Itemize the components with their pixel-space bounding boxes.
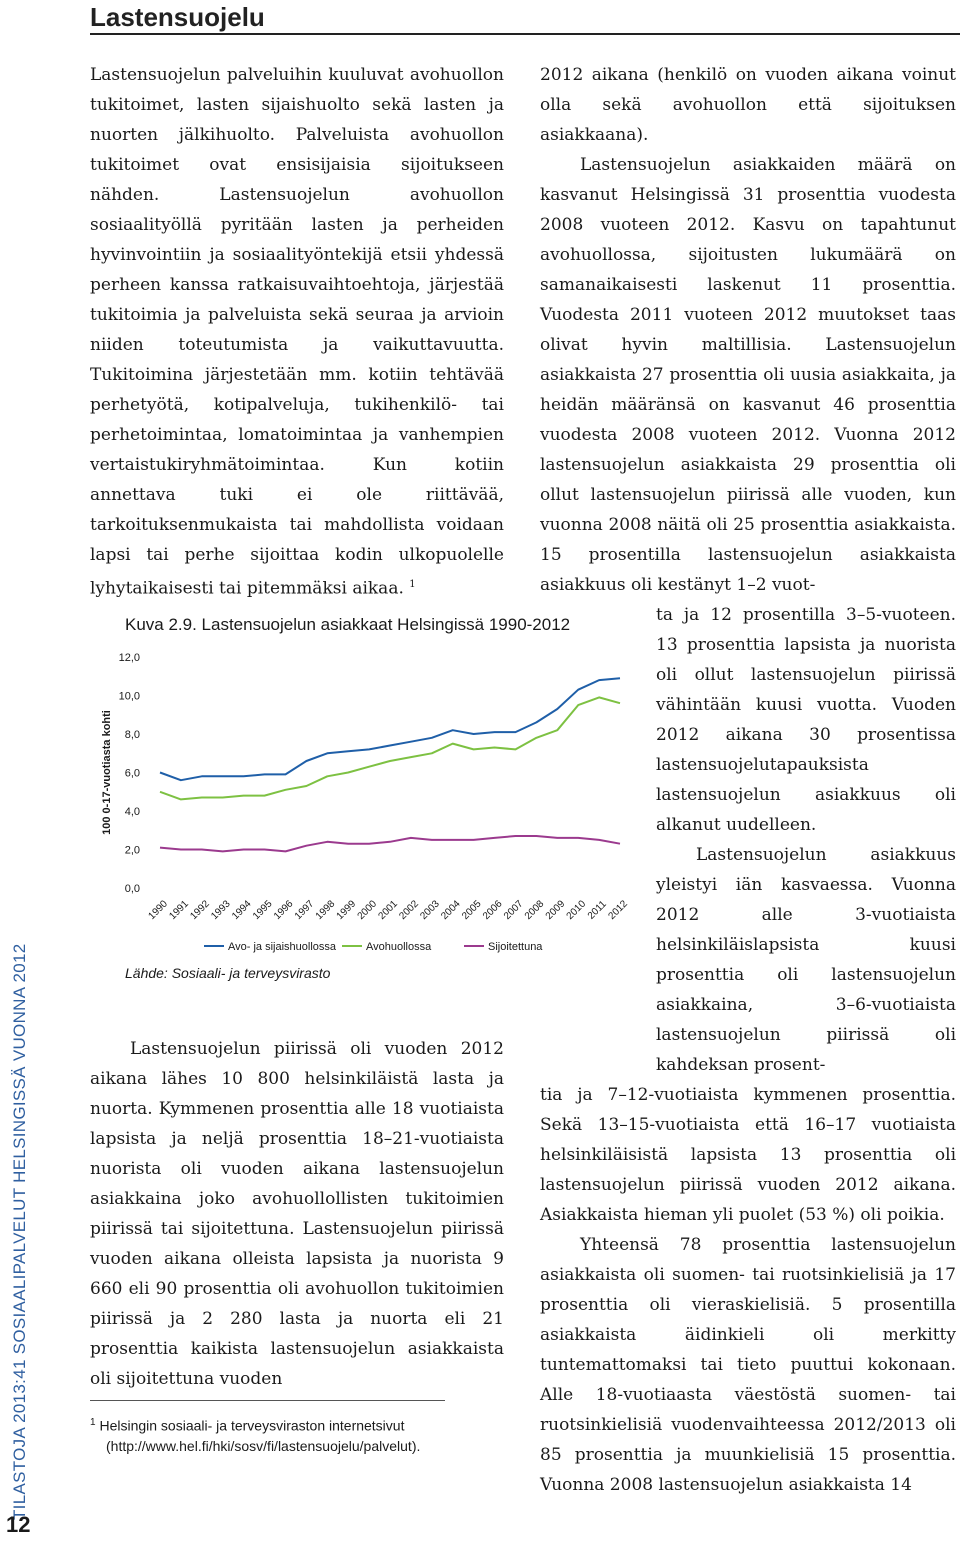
y-axis-label: 100 0-17-vuotiasta kohti — [101, 710, 113, 835]
legend-label: Avo- ja sijaishuollossa — [228, 941, 337, 953]
footnote-ref: 1 — [409, 579, 416, 590]
footnote-text: Helsingin sosiaali- ja terveysviraston internetsivut — [99, 1417, 405, 1434]
x-tick-label: 2001 — [376, 898, 400, 922]
legend-label: Sijoitettuna — [488, 941, 543, 953]
left-column-top — [90, 60, 504, 604]
header-rule — [90, 33, 960, 35]
y-tick-label: 0,0 — [124, 883, 140, 895]
y-tick-label: 10,0 — [118, 690, 140, 703]
x-tick-label: 2000 — [355, 898, 380, 922]
x-tick-label: 2011 — [585, 898, 609, 922]
x-tick-label: 1998 — [313, 898, 338, 922]
footnote-line-2: (http://www.hel.fi/hki/sosv/fi/lastensuojelu/palvelut). — [106, 1437, 421, 1454]
section-title: Lastensuojelu — [90, 2, 265, 32]
footnote-rule — [90, 1400, 445, 1401]
x-tick-label: 2008 — [522, 898, 547, 922]
intro-text: Lastensuojelun palveluihin kuuluvat avohuollon tukitoimet, lasten sijaishuolto sekä lasten ja nuorten jälkihuolto. Palveluista avohuollon tukitoimet ovat ensisijaisia sijoitukseen nähden. Lastensuojelun avohuollon sosiaalityöllä pyritään lasten ja perheiden hyvinvointiin ja sosiaalityöntekijä etsii yhdessä perheen kanssa ratkaisuvaihtoehtoja, järjestää tukitoimia ja palveluista sekä seuraa ja arvioin niiden toteutumista ja vaikuttavuutta. Tukitoimina järjestetään mm. kotiin tehtävää perhetyötä, kotipalveluja, tukihenkilö- tai perhetoimintaa, lomatoimintaa ja vanhempien vertaistukiryhmätoimintaa. Kun kotiin annettava tuki ei ole riittävää, tarkoituksenmukaista tai mahdollista voidaan lapsi tai perhe sijoittaa kodin ulkopuolelle lyhytaikaisesti tai pitemmäksi aikaa. — [90, 65, 504, 599]
right-paragraph-1: 2012 aikana (henkilö on vuoden aikana voinut olla sekä avohuollon että sijoituksen asiakkaana). — [540, 65, 956, 145]
y-tick-label: 6,0 — [124, 767, 140, 780]
footnote-number: 1 — [90, 1417, 96, 1428]
x-tick-label: 2012 — [606, 898, 630, 922]
footnote — [90, 1400, 510, 1456]
right-paragraph-2-narrow: ta ja 12 prosentilla 3–5-vuoteen. 13 prosenttia lapsista ja nuorista oli ollut lastensuojelun piirissä vähintään kuusi vuotta. Vuoden 2012 aikana 30 prosentissa lastensuojelutapauksista lastensuojelun asiakkuus oli alkanut uudelleen. — [656, 605, 956, 835]
y-tick-label: 2,0 — [124, 844, 140, 857]
x-tick-label: 2002 — [397, 898, 421, 922]
x-tick-label: 1997 — [292, 898, 317, 922]
x-tick-label: 1995 — [251, 898, 275, 922]
right-paragraph-2: Lastensuojelun asiakkaiden määrä on kasvanut Helsingissä 31 prosenttia vuodesta 2008 vuoteen 2012. Kasvu on tapahtunut avohuollossa, sijoitusten lukumäärä on samanaikaisesti laskenut 11 prosenttia. Vuodesta 2011 vuoteen 2012 muutokset taas olivat hyvin maltillisia. Lastensuojelun asiakkaista 27 prosenttia oli uusia asiakkaita, ja heidän määränsä on kasvanut 46 prosenttia vuodesta 2008 vuoteen 2012. Vuonna 2012 lastensuojelun asiakkaista 29 prosenttia oli ollut lastensuojelun piirissä alle vuoden, kun vuonna 2008 näitä oli 25 prosenttia asiakkaista. 15 prosentilla lastensuojelun asiakkaista asiakkuus oli kestänyt 1–2 vuot- — [540, 155, 956, 595]
footnote-line-1 — [90, 1413, 510, 1436]
right-paragraph-3-narrow: Lastensuojelun asiakkuus yleistyi iän kasvaessa. Vuonna 2012 alle 3-vuotiaista helsinkiläislapsista kuusi prosenttia oli lastensuojelun asiakkaina, 3–6-vuotiaista lastensuojelun piirissä oli kahdeksan prosent- — [656, 845, 956, 1075]
x-tick-label: 2005 — [460, 898, 484, 922]
y-tick-label: 4,0 — [124, 806, 140, 818]
x-tick-label: 2010 — [564, 898, 589, 922]
page-header — [90, 0, 960, 36]
x-tick-label: 1996 — [271, 898, 296, 922]
right-paragraph-3-rest: tia ja 7–12-vuotiaista kymmenen prosenttia. Sekä 13–15-vuotiaista että 16–17 vuotiaista helsinkiläisistä lapsista 13 prosenttia oli lastensuojelun piirissä vuoden 2012 aikana. Asiakkaista hieman yli puolet (53 %) oli poikia. — [540, 1085, 956, 1225]
running-header-vertical: TILASTOJA 2013:41 SOSIAALIPALVELUT HELSINGISSÄ VUONNA 2012 — [10, 943, 29, 1520]
y-tick-label: 12,0 — [118, 652, 140, 664]
x-tick-label: 1994 — [230, 898, 254, 922]
chart-title: Kuva 2.9. Lastensuojelun asiakkaat Helsingissä 1990-2012 — [125, 615, 571, 634]
y-tick-label: 8,0 — [124, 729, 140, 741]
stats-paragraph: Lastensuojelun piirissä oli vuoden 2012 aikana lähes 10 800 helsinkiläistä lasta ja nuorta. Kymmenen prosenttia alle 18 vuotiaista lapsista ja neljä prosenttia 18–21-vuotiaista nuorista oli vuoden aikana lastensuojelun asiakkaina joko avohuollollisten tukitoimien piirissä tai sijoitettuna. Lastensuojelun piirissä vuoden aikana olleista lapsista ja nuorista 9 660 eli 90 prosenttia oli avohuollon tukitoimien piirissä ja 2 280 lasta ja nuorta eli 21 prosenttia kaikista lastensuojelun asiakkaista oli sijoitettuna vuoden — [90, 1039, 504, 1389]
x-tick-label: 1991 — [167, 898, 191, 922]
x-tick-label: 1999 — [334, 898, 359, 922]
right-paragraph-4: Yhteensä 78 prosenttia lastensuojelun asiakkaista oli suomen- tai ruotsinkielisiä ja 17 prosenttia oli vieraskielisiä. 5 prosentilla asiakkaista äidinkieli oli merkitty tuntemattomaksi tai tieto puuttui kokonaan. Alle 18-vuotiaasta väestöstä suomen- tai ruotsinkielisiä vuodenvaihteessa 2012/2013 oli 85 prosenttia ja muunkielisiä 15 prosenttia. Vuonna 2008 lastensuojelun asiakkaista 14 — [540, 1235, 956, 1495]
right-column — [540, 60, 956, 1500]
intro-paragraph — [90, 60, 504, 604]
x-tick-label: 2006 — [481, 898, 505, 922]
x-tick-label: 2007 — [501, 898, 526, 922]
legend-label: Avohuollossa — [366, 941, 432, 953]
x-tick-label: 1992 — [188, 898, 212, 922]
page-number: 12 — [6, 1512, 31, 1537]
x-tick-label: 1990 — [146, 898, 170, 922]
x-tick-label: 1993 — [209, 898, 233, 922]
x-tick-label: 2003 — [418, 898, 442, 922]
x-tick-label: 2004 — [439, 898, 463, 922]
left-column-bottom — [90, 1034, 504, 1394]
sidebar — [0, 943, 40, 1520]
chart-source: Lähde: Sosiaali- ja terveysvirasto — [125, 965, 331, 981]
x-tick-label: 2009 — [543, 898, 568, 922]
